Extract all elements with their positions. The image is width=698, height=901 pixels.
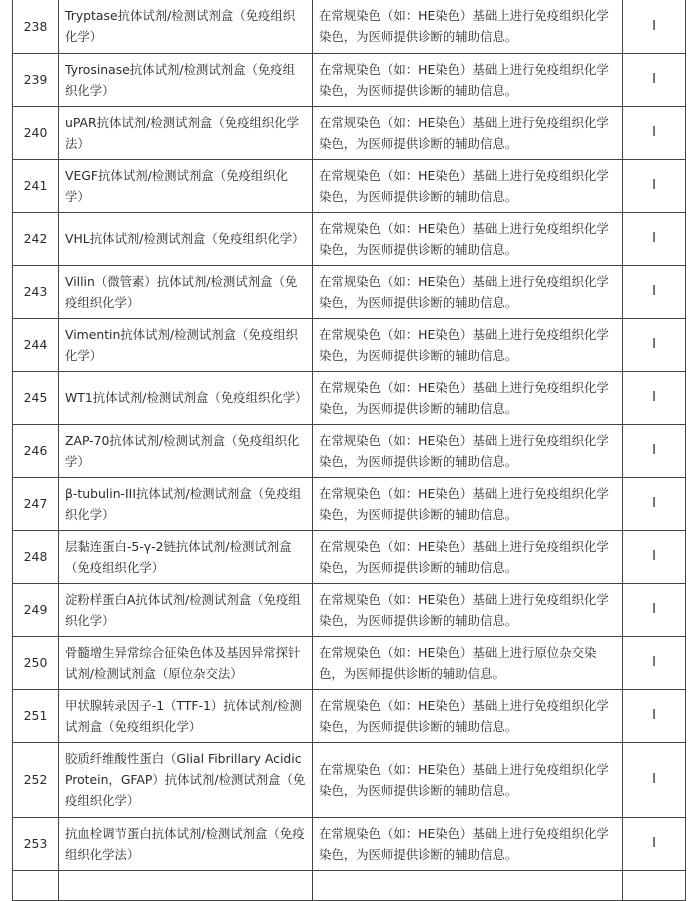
product-name: ZAP-70抗体试剂/检测试剂盒（免疫组织化学） — [59, 424, 313, 477]
product-name: 胶质纤维酸性蛋白（Glial Fibrillary Acidic Protein，GFAP）抗体试剂/检测试剂盒（免疫组织化学） — [59, 742, 313, 817]
table-row — [13, 159, 686, 212]
product-name: VHL抗体试剂/检测试剂盒（免疫组织化学） — [59, 212, 313, 265]
row-number: 249 — [13, 583, 59, 636]
intended-use: 在常规染色（如：HE染色）基础上进行免疫组织化学染色，为医师提供诊断的辅助信息。 — [313, 742, 623, 817]
row-number: 242 — [13, 212, 59, 265]
device-class: I — [623, 689, 686, 742]
device-class: I — [623, 477, 686, 530]
intended-use: 在常规染色（如：HE染色）基础上进行免疫组织化学染色，为医师提供诊断的辅助信息。 — [313, 159, 623, 212]
row-number: 250 — [13, 636, 59, 689]
device-class: I — [623, 636, 686, 689]
table-row — [13, 583, 686, 636]
device-class: I — [623, 583, 686, 636]
product-name: β-tubulin-III抗体试剂/检测试剂盒（免疫组织化学） — [59, 477, 313, 530]
intended-use: 在常规染色（如：HE染色）基础上进行免疫组织化学染色，为医师提供诊断的辅助信息。 — [313, 424, 623, 477]
product-name: WT1抗体试剂/检测试剂盒（免疫组织化学） — [59, 371, 313, 424]
product-name: 骨髓增生异常综合征染色体及基因异常探针试剂/检测试剂盒（原位杂交法） — [59, 636, 313, 689]
row-number: 252 — [13, 742, 59, 817]
intended-use: 在常规染色（如：HE染色）基础上进行免疫组织化学染色，为医师提供诊断的辅助信息。 — [313, 477, 623, 530]
product-name: 抗血栓调节蛋白抗体试剂/检测试剂盒（免疫组织化学法） — [59, 817, 313, 870]
intended-use: 在常规染色（如：HE染色）基础上进行原位杂交染色，为医师提供诊断的辅助信息。 — [313, 636, 623, 689]
product-name: 淀粉样蛋白A抗体试剂/检测试剂盒（免疫组织化学） — [59, 583, 313, 636]
device-class: I — [623, 424, 686, 477]
device-class: I — [623, 318, 686, 371]
table-row — [13, 371, 686, 424]
intended-use: 在常规染色（如：HE染色）基础上进行免疫组织化学染色，为医师提供诊断的辅助信息。 — [313, 689, 623, 742]
table-row — [13, 689, 686, 742]
product-name: Vimentin抗体试剂/检测试剂盒（免疫组织化学） — [59, 318, 313, 371]
table-row — [13, 106, 686, 159]
row-number: 240 — [13, 106, 59, 159]
intended-use: 在常规染色（如：HE染色）基础上进行免疫组织化学染色，为医师提供诊断的辅助信息。 — [313, 318, 623, 371]
device-class: I — [623, 106, 686, 159]
table-row — [13, 318, 686, 371]
product-name: 层黏连蛋白-5-γ-2链抗体试剂/检测试剂盒（免疫组织化学） — [59, 530, 313, 583]
table-row — [13, 636, 686, 689]
product-name: Villin（微管素）抗体试剂/检测试剂盒（免疫组织化学） — [59, 265, 313, 318]
row-number: 239 — [13, 53, 59, 106]
device-class: I — [623, 371, 686, 424]
table-row — [13, 477, 686, 530]
intended-use: 在常规染色（如：HE染色）基础上进行免疫组织化学染色，为医师提供诊断的辅助信息。 — [313, 583, 623, 636]
product-name: uPAR抗体试剂/检测试剂盒（免疫组织化学法） — [59, 106, 313, 159]
row-number: 238 — [13, 0, 59, 53]
row-number: 241 — [13, 159, 59, 212]
device-class: I — [623, 53, 686, 106]
device-class: I — [623, 212, 686, 265]
table-row — [13, 742, 686, 817]
row-number: 243 — [13, 265, 59, 318]
intended-use: 在常规染色（如：HE染色）基础上进行免疫组织化学染色，为医师提供诊断的辅助信息。 — [313, 530, 623, 583]
table-row — [13, 0, 686, 53]
row-number: 245 — [13, 371, 59, 424]
intended-use: 在常规染色（如：HE染色）基础上进行免疫组织化学染色，为医师提供诊断的辅助信息。 — [313, 106, 623, 159]
intended-use: 在常规染色（如：HE染色）基础上进行免疫组织化学染色，为医师提供诊断的辅助信息。 — [313, 371, 623, 424]
intended-use: 在常规染色（如：HE染色）基础上进行免疫组织化学染色，为医师提供诊断的辅助信息。 — [313, 212, 623, 265]
intended-use: 在常规染色（如：HE染色）基础上进行免疫组织化学染色，为医师提供诊断的辅助信息。 — [313, 817, 623, 870]
row-number: 248 — [13, 530, 59, 583]
row-number: 251 — [13, 689, 59, 742]
product-name: VEGF抗体试剂/检测试剂盒（免疫组织化学） — [59, 159, 313, 212]
row-number: 247 — [13, 477, 59, 530]
device-class: I — [623, 817, 686, 870]
product-name: 甲状腺转录因子-1（TTF-1）抗体试剂/检测试剂盒（免疫组织化学） — [59, 689, 313, 742]
product-name: Tryptase抗体试剂/检测试剂盒（免疫组织化学） — [59, 0, 313, 53]
row-number: 253 — [13, 817, 59, 870]
device-class: I — [623, 0, 686, 53]
table-row — [13, 53, 686, 106]
product-table — [12, 0, 686, 901]
table-row — [13, 530, 686, 583]
intended-use: 在常规染色（如：HE染色）基础上进行免疫组织化学染色，为医师提供诊断的辅助信息。 — [313, 0, 623, 53]
table-row — [13, 212, 686, 265]
device-class: I — [623, 742, 686, 817]
intended-use: 在常规染色（如：HE染色）基础上进行免疫组织化学染色，为医师提供诊断的辅助信息。 — [313, 53, 623, 106]
table-row — [13, 817, 686, 870]
device-class: I — [623, 530, 686, 583]
row-number: 244 — [13, 318, 59, 371]
table-row-cut-off — [13, 870, 686, 900]
table-row — [13, 424, 686, 477]
intended-use: 在常规染色（如：HE染色）基础上进行免疫组织化学染色，为医师提供诊断的辅助信息。 — [313, 265, 623, 318]
table-row — [13, 265, 686, 318]
device-class: I — [623, 159, 686, 212]
product-name: Tyrosinase抗体试剂/检测试剂盒（免疫组织化学） — [59, 53, 313, 106]
row-number: 246 — [13, 424, 59, 477]
device-class: I — [623, 265, 686, 318]
